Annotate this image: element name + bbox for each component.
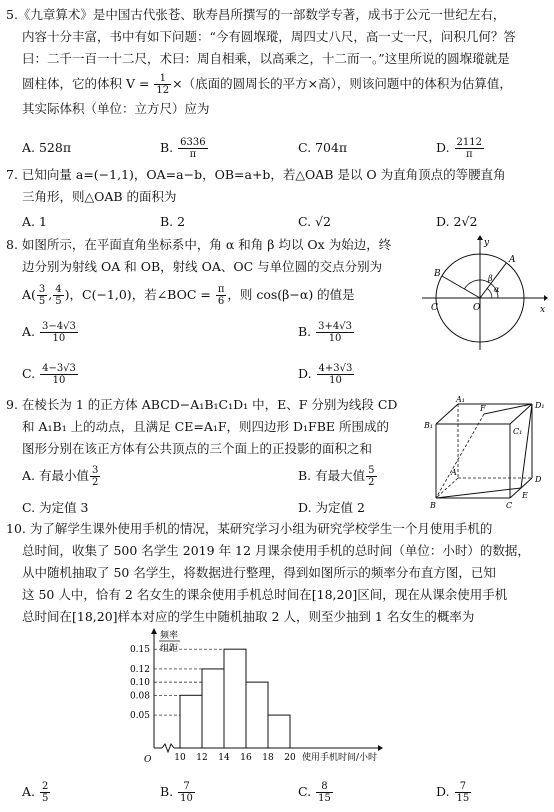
question-7 xyxy=(6,164,546,208)
question-5 xyxy=(6,4,546,120)
point-b-label: B xyxy=(434,269,441,279)
q5-option-b[interactable]: B. $\frac{6336}{\pi}$ xyxy=(160,137,206,160)
y-axis-title-bottom: 组距 xyxy=(160,644,179,654)
q10-line-2: 总时间，收集了 500 名学生 2019 年 12 月课余使用手机的总时间（单位：小时）的数据， xyxy=(22,543,530,558)
q10-line-3: 从中随机抽取了 50 名学生，将数据进行整理，得到如图所示的频率分布直方图，已知 xyxy=(22,565,496,580)
q10-options xyxy=(22,780,542,810)
q10-line-1: 10. 为了解学生课外使用手机的情况，某研究学习小组为研究学校学生一个月使用手机的 xyxy=(6,521,493,536)
q5-option-a[interactable]: A. 528π xyxy=(22,140,72,155)
q8-line-2: 边分别为射线 OA 和 OB，射线 OA、OC 与单位圆的交点分别为 xyxy=(22,259,383,274)
q10-option-b[interactable]: B. $\frac{7}{10}$ xyxy=(160,781,193,804)
q7-option-a[interactable]: A. 1 xyxy=(22,214,47,229)
q7-option-c[interactable]: C. √2 xyxy=(298,214,331,229)
cube-b-label: B xyxy=(430,501,436,510)
cube-a-label: A xyxy=(451,468,457,477)
q8-options-cd xyxy=(22,362,422,392)
question-8 xyxy=(6,234,426,312)
q9-line-2: 和 A₁B₁ 上的动点，且满足 CE=A₁F，则四边形 D₁FBE 所围成的 xyxy=(22,419,389,434)
y-axis-arrow xyxy=(151,628,157,634)
cube-a1-label: A₁ xyxy=(456,395,465,404)
q9-option-b[interactable]: B. 有最大值 $\frac{5}{2}$ xyxy=(298,465,375,488)
q5-line-5: 其实际体积（单位：立方尺）应为 xyxy=(22,101,210,116)
point-a-label: A xyxy=(509,255,516,265)
q8-options-ab xyxy=(22,320,422,350)
x-tick-label: 18 xyxy=(262,753,274,763)
cube-c1-label: C₁ xyxy=(513,427,523,436)
origin-label: O xyxy=(473,303,481,313)
cube-b1-label: B₁ xyxy=(424,421,434,430)
cube-c-label: C xyxy=(506,501,513,510)
x-tick-label: 20 xyxy=(284,753,296,763)
beta-label: β xyxy=(488,274,493,283)
histogram-bar xyxy=(268,715,290,748)
q9-option-d[interactable]: D. 为定值 2 xyxy=(298,500,365,515)
histogram-bar xyxy=(246,682,268,748)
q7-option-d[interactable]: D. 2√2 xyxy=(436,214,478,229)
x-tick-label: 14 xyxy=(218,753,230,763)
q5-line-3: 曰：二千一百一十二尺，术曰：周自相乘，以高乘之，十二而一。”这里所说的圆堢瑽就是 xyxy=(22,51,510,66)
question-9 xyxy=(6,394,436,460)
q5-options xyxy=(22,136,542,160)
q8-option-c[interactable]: C. $\frac{4-3√3}{10}$ xyxy=(22,363,76,386)
q9-options-ab xyxy=(22,464,422,494)
q5-line-2: 内容十分丰富，书中有如下问题：“今有圆堢瑽，周四丈八尺，高一丈一尺，问积几何？答 xyxy=(22,29,516,44)
q5-volume-fraction: $\frac{1}{12}$ xyxy=(156,73,170,96)
q8-option-b[interactable]: B. $\frac{3+4√3}{10}$ xyxy=(298,321,352,344)
unit-circle-figure xyxy=(418,234,550,354)
q7-option-b[interactable]: B. 2 xyxy=(160,214,186,229)
cube-f-label: F xyxy=(480,404,486,413)
x-axis-label: x xyxy=(540,305,546,315)
q9-option-c[interactable]: C. 为定值 3 xyxy=(22,500,89,515)
origin-label: O xyxy=(144,755,152,765)
q9-options-cd xyxy=(22,496,422,520)
y-tick-label: 0.15 xyxy=(129,645,150,656)
histogram-bar xyxy=(202,669,224,748)
q7-line-1: 7. 已知向量 a=(−1,1)，OA=a−b，OB=a+b，若△OAB 是以 O 为直角顶点的等腰直角 xyxy=(6,167,506,182)
cube-figure xyxy=(424,394,552,512)
q5-option-d[interactable]: D. $\frac{2112}{\pi}$ xyxy=(436,137,482,160)
frequency-histogram xyxy=(118,626,438,776)
y-tick-label: 0.12 xyxy=(129,664,150,675)
cube-d-label: D xyxy=(535,475,542,484)
q5-line-4: 圆柱体，它的体积 V = $\frac{1}{12}$ ×（底面的圆周长的平方×高），则该问题中的体积为估算值， xyxy=(22,73,512,96)
q10-line-5: 总时间在[18,20]样本对应的学生中随机抽取 2 人，则至少抽到 1 名女生的概率为 xyxy=(22,609,475,624)
q5-line-1: 5.《九章算术》是中国古代张苍、耿寿昌所撰写的一部数学专著，成书于公元一世纪左右， xyxy=(6,7,506,22)
q10-option-d[interactable]: D. $\frac{7}{15}$ xyxy=(436,781,470,804)
x-tick-label: 16 xyxy=(240,753,252,763)
point-c-label: C xyxy=(431,303,438,313)
q8-option-a[interactable]: A. $\frac{3-4√3}{10}$ xyxy=(22,321,76,344)
x-tick-label: 12 xyxy=(196,753,208,763)
q9-line-3: 图形分别在该正方体有公共顶点的三个面上的正投影的面积之和 xyxy=(22,441,373,456)
q7-options xyxy=(22,210,542,234)
x-axis-title: 使用手机时间/小时 xyxy=(302,753,378,763)
histogram-bar xyxy=(180,695,202,748)
alpha-label: α xyxy=(494,285,500,294)
y-tick-label: 0.08 xyxy=(129,691,150,702)
q8-option-d[interactable]: D. $\frac{4+3√3}{10}$ xyxy=(298,363,353,386)
y-axis-title-top: 频率 xyxy=(160,631,179,641)
q10-line-4: 这 50 人中，恰有 2 名女生的课余使用手机总时间在[18,20]区间，现在从课余使用手机 xyxy=(22,587,508,602)
q10-option-a[interactable]: A. $\frac{2}{5}$ xyxy=(22,781,49,804)
y-axis-label: y xyxy=(484,238,490,248)
question-10 xyxy=(6,518,546,628)
x-axis-arrow xyxy=(378,745,383,751)
q10-option-c[interactable]: C. $\frac{8}{15}$ xyxy=(298,781,331,804)
cube-d1-label: D₁ xyxy=(535,401,545,410)
x-tick-label: 10 xyxy=(174,753,186,763)
q8-line-1: 8. 如图所示，在平面直角坐标系中，角 α 和角 β 均以 Ox 为始边，终 xyxy=(6,237,392,252)
y-tick-label: 0.10 xyxy=(129,678,150,689)
q7-line-2: 三角形，则△OAB 的面积为 xyxy=(22,189,177,204)
y-tick-label: 0.05 xyxy=(129,711,150,722)
histogram-bar xyxy=(224,649,246,748)
q5-option-c[interactable]: C. 704π xyxy=(298,140,348,155)
q9-line-1: 9. 在棱长为 1 的正方体 ABCD−A₁B₁C₁D₁ 中，E、F 分别为线段 CD xyxy=(6,397,398,412)
q9-option-a[interactable]: A. 有最小值 $\frac{3}{2}$ xyxy=(22,465,99,488)
cube-e-label: E xyxy=(522,491,528,500)
axis-break xyxy=(162,744,174,752)
q8-line-3: A( $\frac{3}{5}$ , $\frac{4}{5}$ )，C(−1,0)，若∠BOC = $\frac{\pi}{6}$ ，则 cos(β−α) 的值是 xyxy=(22,284,355,307)
